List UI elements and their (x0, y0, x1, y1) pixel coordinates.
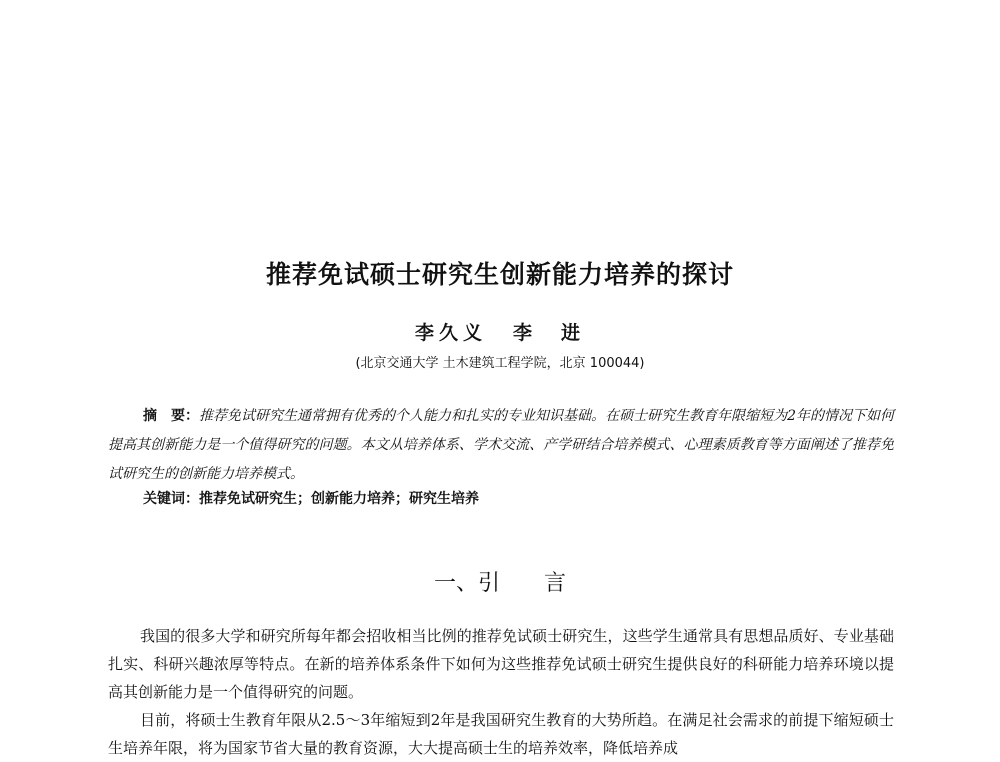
author-affiliation: (北京交通大学 土木建筑工程学院，北京 100044) (355, 356, 645, 371)
author-name: 李久义 (414, 322, 487, 344)
paper-title: 推荐免试硕士研究生创新能力培养的探讨 (265, 260, 734, 289)
paragraph: 目前，将硕士生教育年限从2.5～3年缩短到2年是我国研究生教育的大势所趋。在满足社会需求的前提下缩短硕士生培养年限，将为国家节省大量的教育资源，大大提高硕士生的培养效率，降低培养成 (108, 711, 894, 757)
body-text (108, 622, 894, 762)
section-number: 一、 (433, 571, 478, 596)
keywords-label: 关键词： (143, 491, 199, 507)
keywords (143, 488, 479, 508)
section-title-part: 引 (477, 571, 500, 596)
author-list (0, 318, 1000, 345)
paragraph: 我国的很多大学和研究所每年都会招收相当比例的推荐免试硕士研究生，这些学生通常具有思想品质好、专业基础扎实、科研兴趣浓厚等特点。在新的培养体系条件下如何为这些推荐免试硕士研究生提供良好的科研能力培养环境以提高其创新能力是一个值得研究的问题。 (108, 627, 894, 701)
section-heading (0, 566, 1000, 597)
keywords-text: 推荐免试研究生；创新能力培养；研究生培养 (199, 491, 479, 507)
abstract-label: 摘 要： (143, 408, 200, 424)
abstract-text: 推荐免试研究生通常拥有优秀的个人能力和扎实的专业知识基础。在硕士研究生教育年限缩短为2年的情况下如何提高其创新能力是一个值得研究的问题。本文从培养体系、学术交流、产学研结合培养模式、心理素质教育等方面阐述了推荐免试研究生的创新能力培养模式。 (108, 408, 895, 482)
abstract (108, 402, 894, 489)
section-title-part: 言 (544, 571, 567, 596)
author-name: 李 进 (513, 322, 586, 344)
